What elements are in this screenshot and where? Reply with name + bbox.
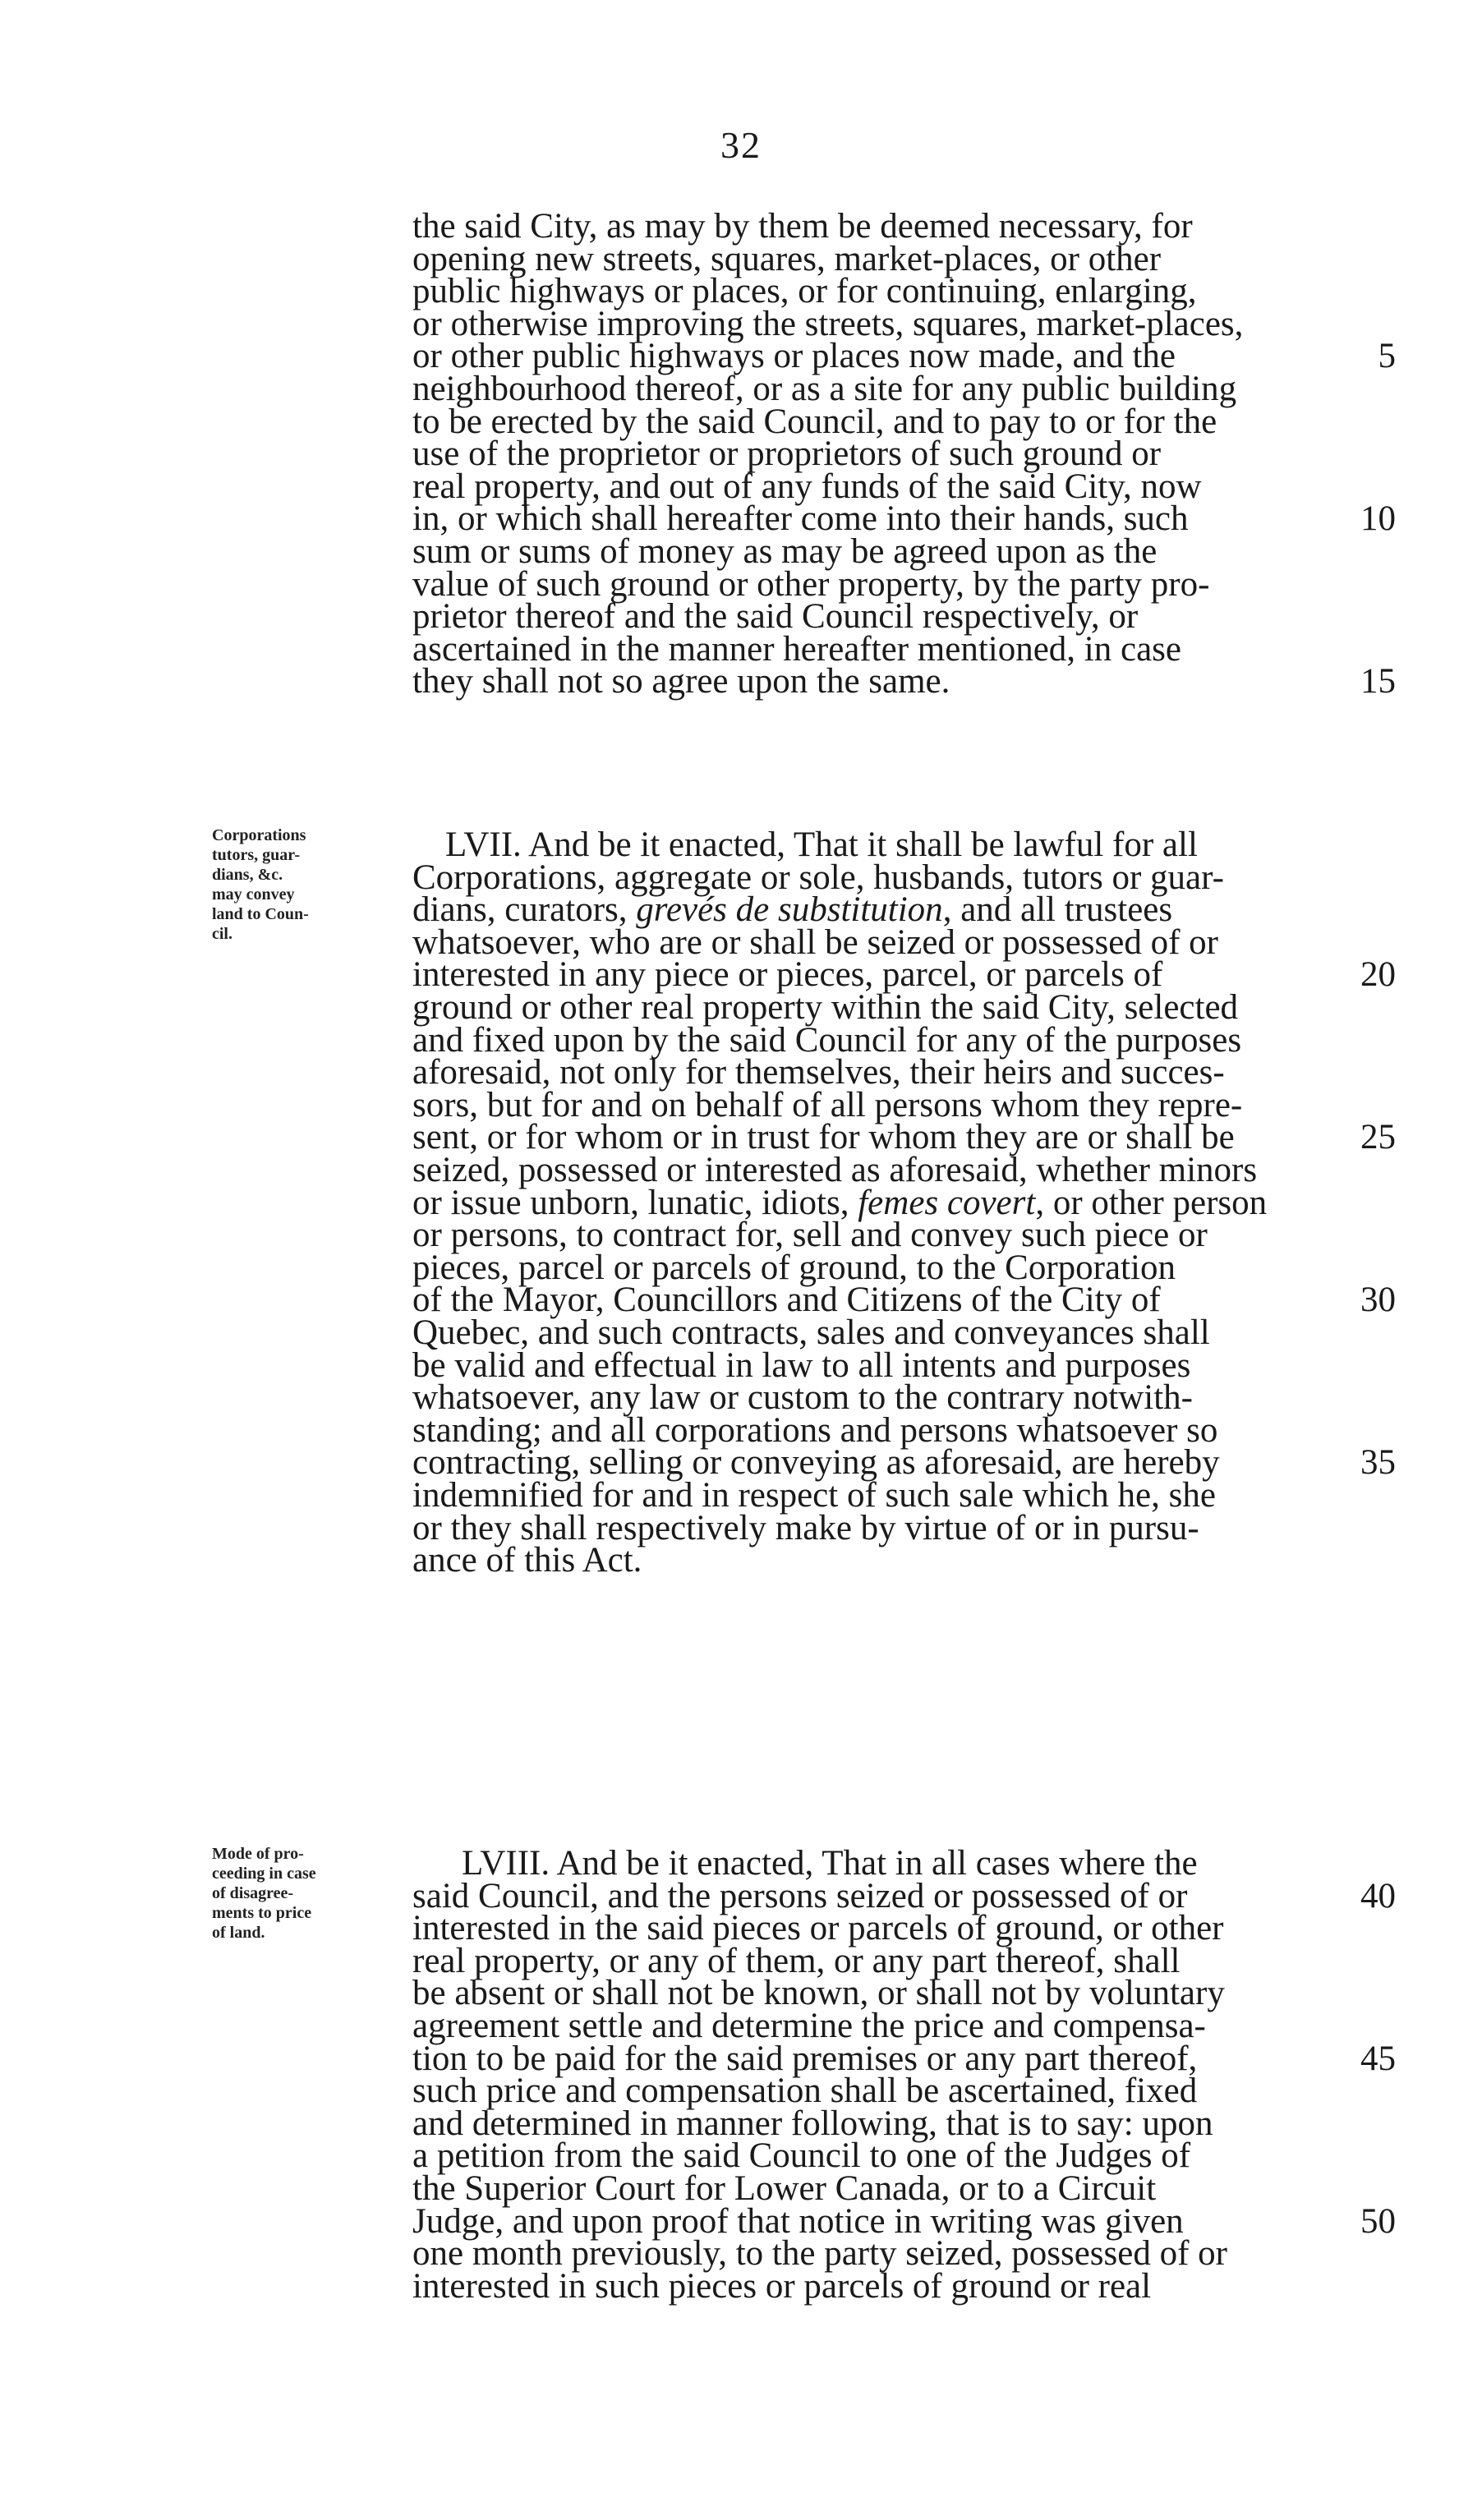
margin-note-line: may convey [212,885,295,904]
line-text: the Superior Court for Lower Canada, or to a Circuit [412,2169,1157,2208]
line-number: 25 [1360,1118,1396,1157]
line-text: interested in such pieces or parcels of ground or real [412,2266,1152,2306]
text-line [412,1541,1398,1580]
line-text: interested in any piece or pieces, parcel, or parcels of [412,955,1163,995]
margin-note-line: Corporations [212,826,306,844]
line-number: 40 [1360,1876,1396,1915]
line-number: 45 [1360,2039,1396,2078]
line-text: interested in the said pieces or parcels of ground, or other [412,1909,1224,1948]
line-text: and determined in manner following, that is to say: upon [412,2104,1213,2143]
line-text: ascertained in the manner hereafter mentioned, in case [412,629,1181,669]
line-text: and fixed upon by the said Council for any of the purposes [412,1020,1242,1060]
line-text: seized, possessed or interested as aforesaid, whether minors [412,1151,1258,1189]
line-text: be absent or shall not be known, or shall not by voluntary [412,1974,1225,2013]
line-text: agreement settle and determine the price and compensa- [412,2007,1206,2045]
line-text: Judge, and upon proof that notice in writing was given [412,2201,1184,2241]
line-text-part: , and all trustees [942,890,1173,930]
line-number: 50 [1360,2201,1396,2241]
line-text: real property, and out of any funds of the said City, now [412,467,1202,506]
margin-note-line: Mode of pro- [212,1845,304,1863]
margin-note-line: land to Coun- [212,905,309,923]
page-number: 32 [720,124,762,166]
line-number: 10 [1360,499,1396,539]
line-text: aforesaid, not only for themselves, their heirs and succes- [412,1053,1225,1092]
line-text: prietor thereof and the said Council respectively, or [412,597,1139,637]
margin-note-line: cil. [212,925,232,943]
line-text: be valid and effectual in law to all intents and purposes [412,1345,1191,1385]
line-text: Quebec, and such contracts, sales and conveyances shall [412,1313,1210,1352]
line-text: opening new streets, squares, market-places, or other [412,239,1162,278]
line-text: or other public highways or places now made, and the [412,337,1176,376]
line-text: ground or other real property within the said City, selected [412,988,1239,1027]
line-text: Corporations, aggregate or sole, husbands, tutors or guar- [412,858,1224,897]
line-text: tion to be paid for the said premises or any part thereof, [412,2039,1198,2078]
line-text: or otherwise improving the streets, squares, market-places, [412,304,1244,343]
line-text: real property, or any of them, or any part thereof, shall [412,1941,1181,1980]
line-text: one month previously, to the party seized, possessed of or [412,2234,1227,2274]
line-number: 15 [1360,662,1396,701]
margin-note-line: ceeding in case [212,1865,316,1883]
line-text-part: or issue unborn, lunatic, idiots, [412,1183,858,1222]
text-line [412,662,1398,701]
margin-note-line: of disagree- [212,1884,294,1902]
line-number: 30 [1360,1281,1396,1320]
line-text: a petition from the said Council to one of the Judges of [412,2136,1191,2176]
line-text: such price and compensation shall be ascertained, fixed [412,2072,1198,2111]
text-line [412,2267,1398,2306]
line-text: contracting, selling or conveying as aforesaid, are hereby [412,1443,1220,1483]
line-text-part: dians, curators, [412,890,637,930]
line-number: 5 [1378,337,1396,376]
line-text: indemnified for and in respect of such sale which he, she [412,1476,1216,1515]
margin-note-line: tutors, guar- [212,846,301,864]
line-text: value of such ground or other property, by the party pro- [412,564,1210,604]
margin-note-line: of land. [212,1924,265,1942]
line-text: sent, or for whom or in trust for whom they are or shall be [412,1118,1235,1157]
line-text: whatsoever, any law or custom to the contrary notwith- [412,1378,1193,1418]
margin-note-line: ments to price [212,1904,312,1922]
line-text: whatsoever, who are or shall be seized or possessed of or [412,922,1219,962]
line-number: 35 [1360,1443,1396,1483]
margin-note-57 [212,825,409,944]
line-text-part: , or other person [1035,1183,1268,1222]
line-text: ance of this Act. [412,1541,642,1580]
line-text: to be erected by the said Council, and to pay to or for the [412,402,1217,441]
line-text: LVIII. And be it enacted, That in all cases where the [462,1844,1198,1883]
italic-term: grevés de substitution [636,890,943,930]
line-text: they shall not so agree upon the same. [412,662,950,701]
margin-note-line: dians, &c. [212,866,283,884]
line-text: neighbourhood thereof, or as a site for any public building [412,370,1237,408]
line-text: sum or sums of money as may be agreed upon as the [412,532,1158,571]
line-number: 20 [1360,955,1396,995]
line-text: sors, but for and on behalf of all persons whom they repre- [412,1085,1243,1124]
line-text: or they shall respectively make by virtue of or in pursu- [412,1508,1199,1547]
line-text: public highways or places, or for continuing, enlarging, [412,272,1197,311]
line-text: the said City, as may by them be deemed necessary, for [412,207,1193,246]
line-text: pieces, parcel or parcels of ground, to the Corporation [412,1248,1176,1287]
margin-note-58 [212,1844,409,1943]
italic-term: femes covert [858,1183,1036,1222]
line-text: or persons, to contract for, sell and convey such piece or [412,1216,1208,1255]
line-text: in, or which shall hereafter come into their hands, such [412,499,1189,539]
line-text: of the Mayor, Councillors and Citizens of the City of [412,1281,1161,1320]
line-text: standing; and all corporations and persons whatsoever so [412,1410,1218,1450]
line-text: said Council, and the persons seized or possessed of or [412,1876,1188,1915]
line-text: LVII. And be it enacted, That it shall be lawful for all [445,825,1198,864]
line-text: use of the proprietor or proprietors of such ground or [412,435,1162,474]
